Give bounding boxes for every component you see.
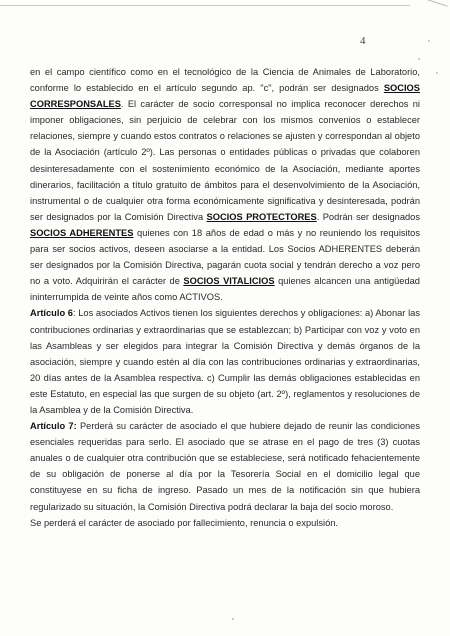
scan-top-edge-line — [0, 5, 410, 6]
paragraph-articulo-6 — [30, 305, 420, 418]
scan-speck — [232, 618, 234, 620]
paragraph-text: Se perderá el carácter de asociado por fallecimiento, renuncia o expulsión. — [30, 517, 339, 528]
page-number: 4 — [360, 35, 366, 47]
paragraph-text: quienes alcancen una antigüedad ininterrumpida de veinte años como ACTIVOS. — [30, 276, 420, 303]
paragraph-text: quienes con 18 años de edad o más y no reuniendo los requisitos para ser socios activos, deseen asociarse a la entidad. Los Socios ADHERENTES deberán ser designados por la Comisión Directiva, pagarán cuota social y tendrán derecho a voz pero no a voto. Adquirirán el carácter de — [30, 227, 420, 287]
scan-speck — [428, 40, 430, 42]
article-heading: Artículo 6 — [30, 308, 73, 319]
scan-speck — [418, 58, 420, 60]
category-term: SOCIOS PROTECTORES — [206, 211, 317, 222]
article-heading: Artículo 7: — [30, 421, 77, 432]
paragraph-text: Perderá su carácter de asociado el que hubiere dejado de reunir las condiciones esenciales requeridas para serlo. El asociado que se atrase en el pago de tres (3) cuotas anuales o de cualquier otra contribución que se estableciese, será notificado fehacientemente de su obligación de ponerse al día por la Tesorería Social en el domicilio legal que constituyese en su ficha de ingreso. Pasado un mes de la notificación sin que hubiera regularizado su situación, la Comisión Directiva podrá declarar la baja del socio moroso. — [30, 421, 420, 512]
category-term: SOCIOS ADHERENTES — [30, 227, 134, 238]
paragraph-perdida-caracter — [30, 515, 420, 531]
paragraph-text: . El carácter de socio corresponsal no implica reconocer derechos ni imponer obligaciones, sin perjuicio de celebrar con los mismos convenios o establecer relaciones, siempre y cuando estos contratos o relaciones se ajusten y correspondan al objeto de la Asociación (artículo 2º). Las personas o entidades públicas o privadas que colaboren desinteresadamente con el sostenimiento económico de la Asociación, mediante aportes dinerarios, facilitación a título gratuito de ámbitos para el desenvolvimiento de la Asociación, instrumental o de cualquier otra forma económicamente significativa y desinteresada, podrán ser designados por la Comisión Directiva — [30, 99, 420, 222]
category-term: SOCIOS CORRESPONSALES — [30, 83, 420, 110]
scan-corner-mark — [422, 0, 448, 20]
scan-speck — [436, 72, 438, 74]
paragraph-text: en el campo científico como en el tecnológico de la Ciencia de Animales de Laboratorio, conforme lo establecido en el artículo segundo ap. "c", podrán ser designados — [30, 67, 420, 94]
paragraph-socios-categorias — [30, 64, 420, 305]
category-term: SOCIOS VITALICIOS — [183, 276, 275, 287]
paragraph-articulo-7 — [30, 418, 420, 515]
document-body — [30, 64, 420, 531]
paragraph-text: : Los asociados Activos tienen los siguientes derechos y obligaciones: a) Abonar las contribuciones ordinarias y extraordinarias que se establezcan; b) Participar con voz y voto en las Asambleas y ser elegidos para integrar la Comisión Directiva y demás órganos de la asociación, siempre y cuando estén al día con las contribuciones ordinarias y extraordinarias, 20 días antes de la Asamblea respectiva. c) Cumplir las demás obligaciones establecidas en este Estatuto, en especial las que surgen de su objeto (art. 2º), reglamentos y resoluciones de la Asamblea y de la Comisión Directiva. — [30, 308, 420, 415]
paragraph-text: . Podrán ser designados — [316, 211, 420, 222]
